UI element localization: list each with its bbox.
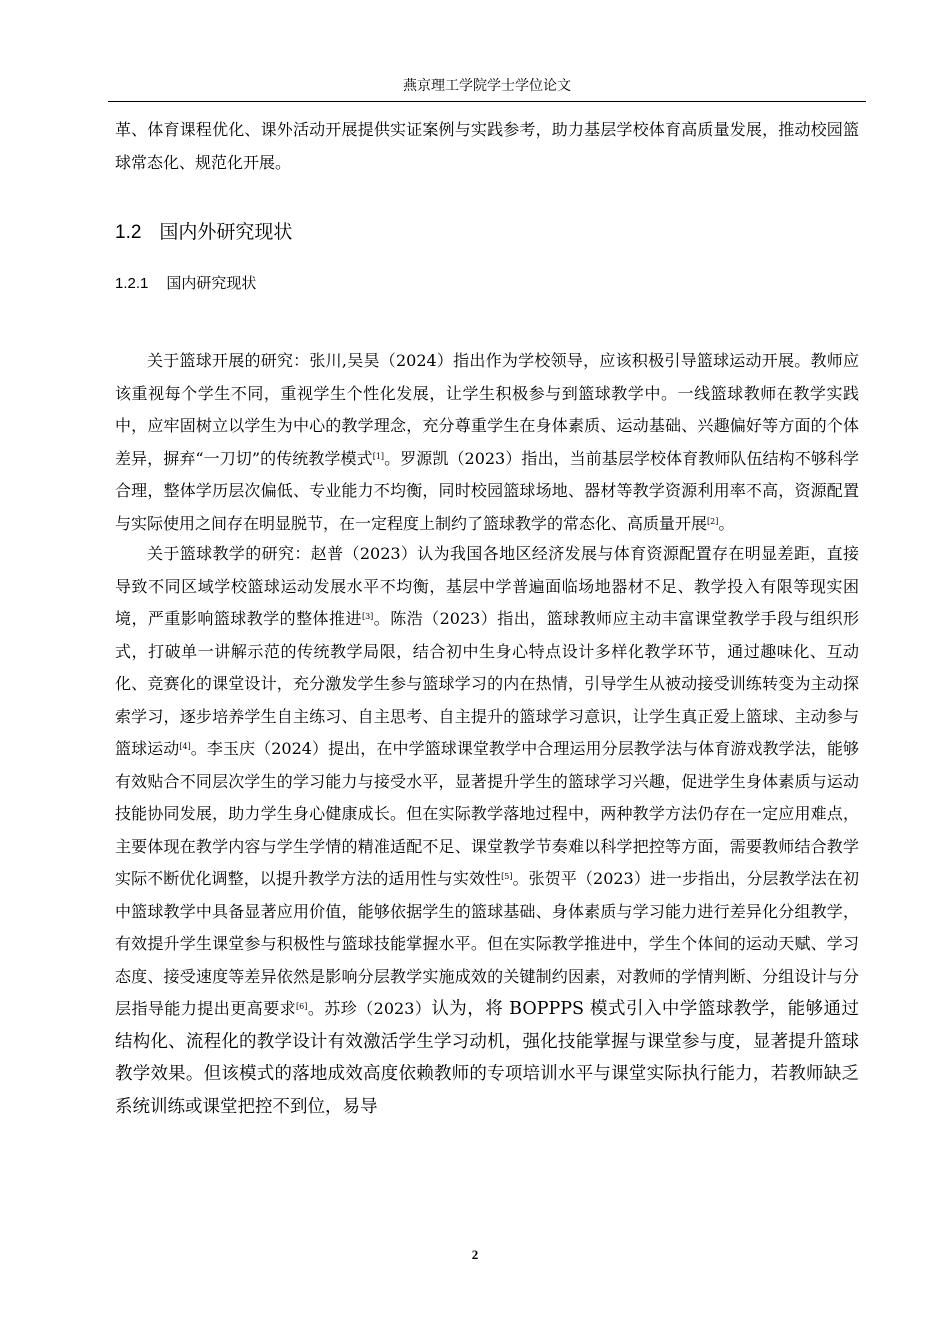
running-header: 燕京理工学院学士学位论文 (403, 78, 571, 94)
text-run: 。苏珍（2023） (307, 999, 432, 1018)
text-run-large: 认为，将 BOPPPS 模式引入中学篮球教学，能够通过结构化、流程化的教学设计有效激活学生学习动机，强化技能掌握与课堂参与度，显著提升篮球教学效果。但该模式的落地成效高度依赖教师的专项培训水平与课堂实际执行能力，若教师缺乏系统训练或课堂把控不到位，易导 (115, 999, 859, 1117)
text-run: 。陈浩（2023）指出，篮球教师应主动丰富课堂教学手段与组织形式，打破单一讲解示范的传统教学局限，结合初中生身心特点设计多样化教学环节，通过趣味化、互动化、竞赛化的课堂设计，充分激发学生参与篮球学习的内在热情，引导学生从被动接受训练转变为主动探索学习，逐步培养学生自主练习、自主思考、自主提升的篮球学习意识，让学生真正爱上篮球、主动参与篮球运动 (115, 609, 859, 758)
subsection-number: 1.2.1 (115, 275, 149, 292)
text-run: 关于篮球开展的研究：张川,吴昊（2024）指出作为学校领导，应该积极引导篮球运动开展。教师应该重视每个学生不同，重视学生个性化发展，让学生积极参与到篮球教学中。一线篮球教师在教学实践中，应牢固树立以学生为中心的教学理念，充分尊重学生在身体素质、运动基础、兴趣偏好等方面的个体差异，摒弃“一刀切”的传统教学模式 (115, 351, 859, 468)
citation-ref: [6] (296, 1002, 308, 1011)
header-divider (108, 101, 866, 102)
section-heading (115, 218, 292, 247)
paragraph-basketball-development (115, 345, 859, 540)
section-title: 国内外研究现状 (159, 221, 293, 243)
section-number: 1.2 (115, 222, 142, 243)
paragraph-intro-continuation: 革、体育课程优化、课外活动开展提供实证案例与实践参考，助力基层学校体育高质量发展，推动校园篮球常态化、规范化开展。 (115, 120, 859, 172)
paragraph-basketball-teaching (115, 538, 859, 1123)
text-run: 。罗源凯（2023）指出，当前基层学校体育教师队伍结构不够科学合理，整体学历层次偏低、专业能力不均衡，同时校园篮球场地、器材等教学资源利用率不高，资源配置与实际使用之间存在明显脱节，在一定程度上制约了篮球教学的常态化、高质量开展 (115, 448, 859, 533)
citation-ref: [5] (501, 872, 513, 881)
text-run: 关于篮球教学的研究：赵普（2023）认为我国各地区经济发展与体育资源配置存在明显差距，直接导致不同区域学校篮球运动发展水平不均衡，基层中学普遍面临场地器材不足、教学投入有限等现实困境，严重影响篮球教学的整体推进 (115, 544, 859, 628)
subsection-title: 国内研究现状 (166, 274, 257, 292)
text-run: 。张贺平（2023）进一步指出，分层教学法在初中篮球教学中具备显著应用价值，能够依据学生的篮球基础、身体素质与学习能力进行差异化分组教学，有效提升学生课堂参与积极性与篮球技能掌握水平。但在实际教学推进中，学生个体间的运动天赋、学习态度、接受速度等差异依然是影响分层教学实施成效的关键制约因素，对教师的学情判断、分组设计与分层指导能力提出更高要求 (115, 869, 859, 1018)
citation-ref: [2] (707, 516, 719, 526)
citation-ref: [3] (361, 612, 374, 621)
citation-ref: [4] (179, 742, 191, 751)
text-run: 。 (718, 513, 735, 533)
page-number: 2 (471, 1247, 479, 1262)
citation-ref: [1] (372, 451, 385, 461)
text-run: 。李玉庆（2024）提出，在中学篮球课堂教学中合理运用分层教学法与体育游戏教学法，能够有效贴合不同层次学生的学习能力与接受水平，显著提升学生的篮球学习兴趣，促进学生身体素质与运动技能协同发展，助力学生身心健康成长。但在实际教学落地过程中，两种教学方法仍存在一定应用难点，主要体现在教学内容与学生学情的精准适配不足、课堂教学节奏难以科学把控等方面，需要教师结合教学实际不断优化调整，以提升教学方法的适用性与实效性 (115, 739, 859, 888)
subsection-heading (115, 272, 256, 295)
